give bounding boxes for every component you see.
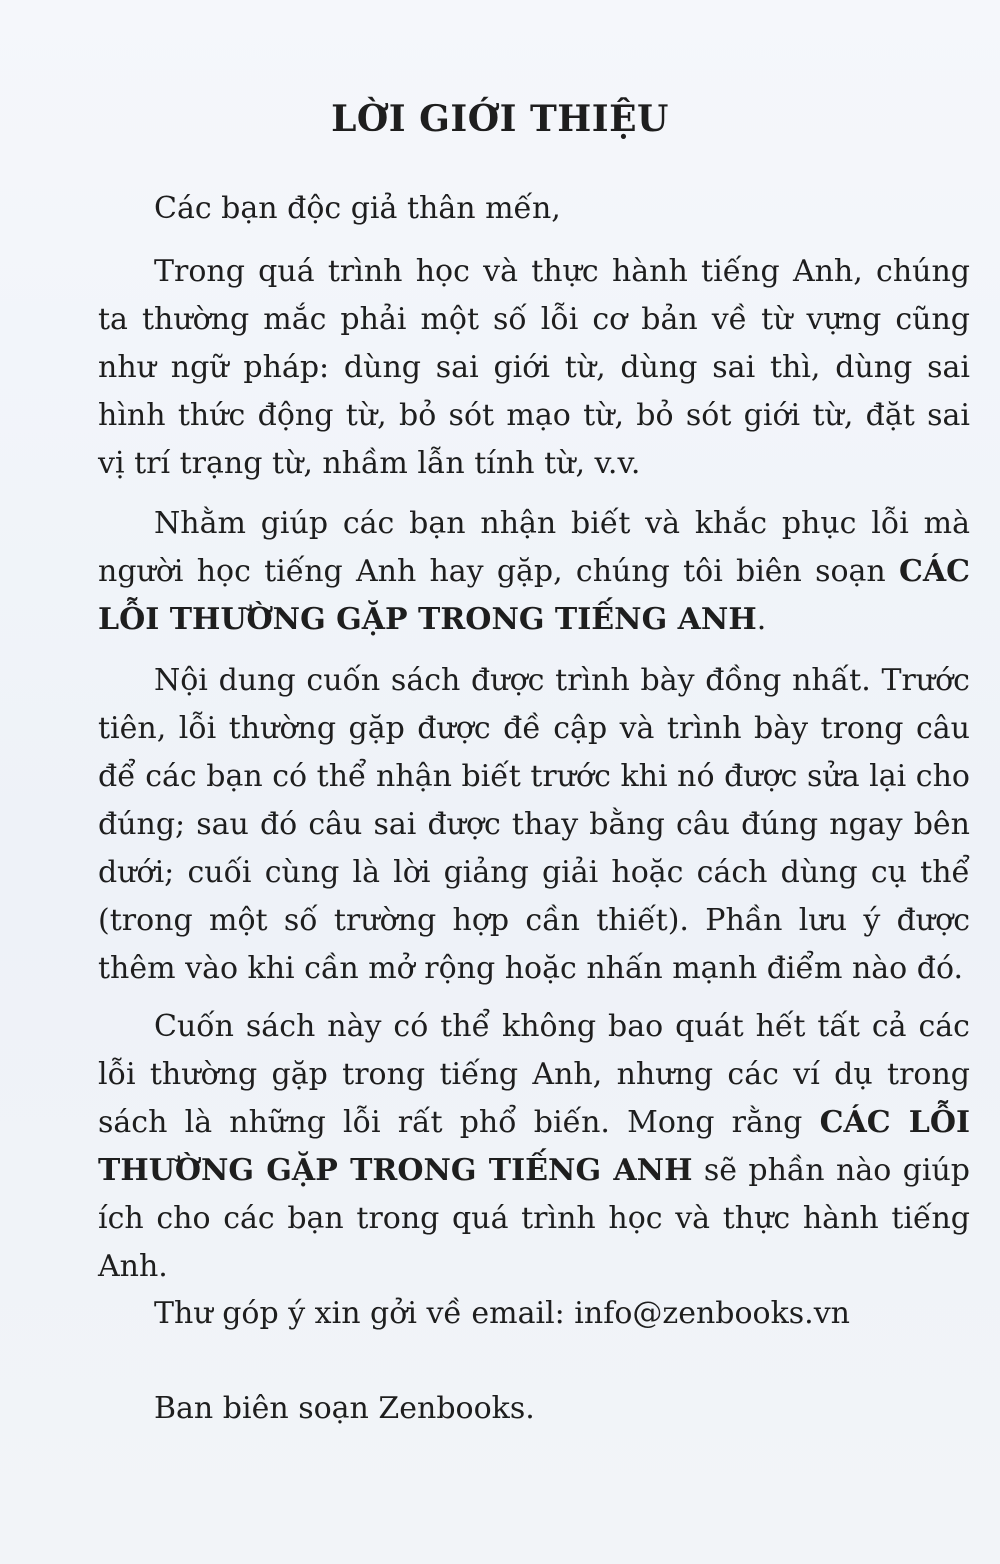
paragraph-content: Nội dung cuốn sách được trình bày đồng nhất. Trước tiên, lỗi thường gặp được đề cập và trình bày trong câu để các bạn có thể nhận biết trước khi nó được sửa lại cho đúng; sau đó câu sai được thay bằng câu đúng ngay bên dưới; cuối cùng là lời giảng giải hoặc cách dùng cụ thể (trong một số trường hợp cần thiết). Phần lưu ý được thêm vào khi cần mở rộng hoặc nhấn mạnh điểm nào đó. [98, 663, 970, 986]
paragraph-purpose-text: Nhằm giúp các bạn nhận biết và khắc phục lỗi mà người học tiếng Anh hay gặp, chúng tôi biên soạn [98, 506, 970, 589]
paragraph-closing [98, 1003, 970, 1291]
paragraph-closing-end: sẽ phần nào giúp ích cho các bạn trong quá trình học và thực hành tiếng Anh. [98, 1153, 970, 1284]
page-title: LỜI GIỚI THIỆU [331, 98, 669, 140]
paragraph-closing-text: Cuốn sách này có thể không bao quát hết tất cả các lỗi thường gặp trong tiếng Anh, nhưng các ví dụ trong sách là những lỗi rất phổ biến. Mong rằng [98, 1009, 970, 1140]
contact-email-line: Thư góp ý xin gởi về email: info@zenbooks.vn [154, 1296, 850, 1331]
signoff: Ban biên soạn Zenbooks. [154, 1391, 535, 1426]
book-title: CÁC LỖI THƯỜNG GẶP TRONG TIẾNG ANH [98, 1105, 970, 1188]
paragraph-intro: Trong quá trình học và thực hành tiếng Anh, chúng ta thường mắc phải một số lỗi cơ bản về từ vựng cũng như ngữ pháp: dùng sai giới từ, dùng sai thì, dùng sai hình thức động từ, bỏ sót mạo từ, bỏ sót giới từ, đặt sai vị trí trạng từ, nhầm lẫn tính từ, v.v. [98, 254, 970, 481]
greeting: Các bạn độc giả thân mến, [154, 191, 561, 226]
paragraph-purpose-end: . [756, 602, 767, 637]
book-title: CÁC LỖI THƯỜNG GẶP TRONG TIẾNG ANH [98, 554, 970, 637]
paragraph-purpose [98, 500, 970, 644]
